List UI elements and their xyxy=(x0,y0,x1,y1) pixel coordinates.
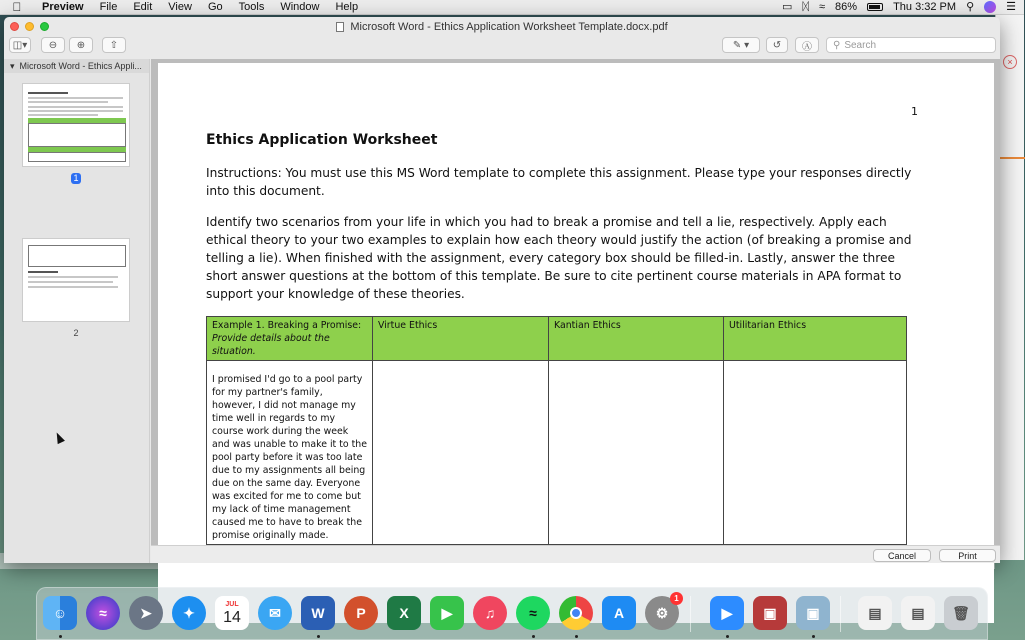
menu-edit[interactable]: Edit xyxy=(133,0,153,13)
wifi-icon[interactable]: ≈ xyxy=(819,0,826,13)
print-button[interactable]: Print xyxy=(939,549,996,562)
cancel-button[interactable]: Cancel xyxy=(873,549,931,562)
document-view[interactable] xyxy=(151,59,1000,545)
markup-pen-button[interactable]: ✎ ▾ xyxy=(722,37,760,53)
virtue-ethics-cell xyxy=(373,361,549,545)
table-row xyxy=(207,361,907,545)
menu-app-name[interactable]: Preview xyxy=(42,0,84,13)
control-center-icon[interactable]: ☰ xyxy=(1006,0,1016,13)
zoom-out-button[interactable]: ⊖ xyxy=(41,37,65,53)
preview-icon[interactable]: ▣ xyxy=(796,596,830,630)
virtue-ethics-header: Virtue Ethics xyxy=(373,317,549,361)
menu-bar xyxy=(0,0,1024,15)
menu-help[interactable]: Help xyxy=(335,0,359,13)
instructions-paragraph: Instructions: You must use this MS Word template to complete this assignment. Please type your responses directly into this document. xyxy=(206,166,912,198)
page-thumbnail-1[interactable] xyxy=(22,83,130,167)
disclosure-triangle-icon[interactable]: ▾ xyxy=(10,60,15,71)
page-number-2[interactable]: 2 xyxy=(73,328,79,338)
thumbnail-sidebar xyxy=(4,59,150,563)
finder-icon[interactable]: ☺ xyxy=(43,596,77,630)
notification-badge: 1 xyxy=(670,592,683,605)
table-row xyxy=(207,317,907,361)
window-title: Microsoft Word - Ethics Application Worksheet Template.docx.pdf xyxy=(350,21,668,33)
doc-thumb-icon[interactable]: ▤ xyxy=(901,596,935,630)
zoom-in-button[interactable]: ⊕ xyxy=(69,37,93,53)
markup-toolbar-button[interactable]: Ⓐ xyxy=(795,37,819,53)
search-icon: ⚲ xyxy=(833,39,841,51)
document-title: Ethics Application Worksheet xyxy=(206,132,438,148)
music-icon[interactable]: ♫ xyxy=(473,596,507,630)
facetime-icon[interactable]: ▶ xyxy=(430,596,464,630)
pdf-page xyxy=(158,63,994,623)
close-window-button[interactable] xyxy=(10,22,19,31)
menu-file[interactable]: File xyxy=(99,0,118,13)
search-field[interactable] xyxy=(826,37,996,53)
page-thumbnail-2[interactable] xyxy=(22,238,130,322)
powerpoint-icon[interactable]: P xyxy=(344,596,378,630)
example1-subtitle: Provide details about the situation. xyxy=(212,333,330,357)
page-number-1[interactable]: 1 xyxy=(71,173,81,184)
apple-menu-icon[interactable] xyxy=(0,0,34,14)
utilitarian-ethics-header: Utilitarian Ethics xyxy=(724,317,907,361)
safari-icon[interactable]: ✦ xyxy=(172,596,206,630)
zoom-window-button[interactable] xyxy=(40,22,49,31)
menu-window[interactable]: Window xyxy=(280,0,320,13)
spotify-icon[interactable]: ≈ xyxy=(516,596,550,630)
ethics-table xyxy=(206,316,907,563)
share-button[interactable]: ⇧ xyxy=(102,37,126,53)
zoom-icon[interactable]: ▶ xyxy=(710,596,744,630)
doc-thumb-icon[interactable]: ▤ xyxy=(858,596,892,630)
sidebar-toggle-button[interactable]: ◫▾ xyxy=(9,37,31,53)
excel-icon[interactable]: X xyxy=(387,596,421,630)
search-placeholder: Search xyxy=(844,39,877,51)
example1-description: I promised I'd go to a pool party for my partner's family, however, I did not manage my time well in regards to my course work during the week and was unable to make it to the pool party before it was too late due to my assignments all being due on the same day. Everyone was excited for me to come but my lack of time management caused me to have to break the promise originally made. xyxy=(207,361,373,545)
spotlight-search-icon[interactable]: ⚲ xyxy=(966,0,975,13)
page-number-label: 1 xyxy=(911,105,918,118)
word-icon[interactable]: W xyxy=(301,596,335,630)
toolbar xyxy=(4,37,1000,59)
app-store-icon[interactable]: A xyxy=(602,596,636,630)
calendar-month: JUL xyxy=(225,600,239,608)
calendar-icon[interactable] xyxy=(215,596,249,630)
sidebar-header[interactable] xyxy=(4,59,149,73)
bluetooth-icon[interactable]: ᛞ xyxy=(802,0,809,13)
sidebar-document-name: Microsoft Word - Ethics Appli... xyxy=(19,61,142,71)
example1-header-cell xyxy=(207,317,373,361)
document-icon xyxy=(336,22,344,32)
battery-icon[interactable] xyxy=(867,3,883,11)
dock xyxy=(36,587,988,640)
photo-booth-icon[interactable]: ▣ xyxy=(753,596,787,630)
rotate-button[interactable]: ↺ xyxy=(766,37,788,53)
accent-line xyxy=(996,157,1025,159)
messages-icon[interactable]: ✉ xyxy=(258,596,292,630)
print-bottom-bar xyxy=(151,545,1000,563)
body-paragraph: Identify two scenarios from your life in which you had to break a promise and tell a lie, respectively. Apply each ethical theory to your two examples to explain how each theory would justify the action (of breaking a promise and telling a lie). When finished with the assignment, every category box should be filled-in. Lastly, answer the three short answer questions at the bottom of this template. Be sure to cite pertinent course materials in APA format to support your knowledge of these theories. xyxy=(206,215,912,301)
menu-go[interactable]: Go xyxy=(207,0,223,13)
trash-icon[interactable]: 🗑 xyxy=(944,596,978,630)
close-icon[interactable]: × xyxy=(1003,55,1017,69)
example1-title: Example 1. Breaking a Promise: xyxy=(212,320,362,331)
menu-tools[interactable]: Tools xyxy=(238,0,265,13)
minimize-window-button[interactable] xyxy=(25,22,34,31)
chrome-icon[interactable] xyxy=(559,596,593,630)
launchpad-icon[interactable]: ➤ xyxy=(129,596,163,630)
utilitarian-ethics-cell xyxy=(724,361,907,545)
title-bar xyxy=(4,17,1000,37)
kantian-ethics-cell xyxy=(549,361,724,545)
kantian-ethics-header: Kantian Ethics xyxy=(549,317,724,361)
calendar-day: 14 xyxy=(223,608,241,626)
siri-icon[interactable]: ≈ xyxy=(86,596,120,630)
preview-window xyxy=(4,17,1000,563)
menu-view[interactable]: View xyxy=(168,0,192,13)
siri-icon[interactable] xyxy=(984,1,996,13)
clock[interactable]: Thu 3:32 PM xyxy=(893,0,957,13)
system-preferences-icon[interactable]: ⚙ 1 xyxy=(645,596,679,630)
battery-percent: 86% xyxy=(835,0,858,13)
airplay-icon[interactable]: ▭ xyxy=(781,0,793,13)
